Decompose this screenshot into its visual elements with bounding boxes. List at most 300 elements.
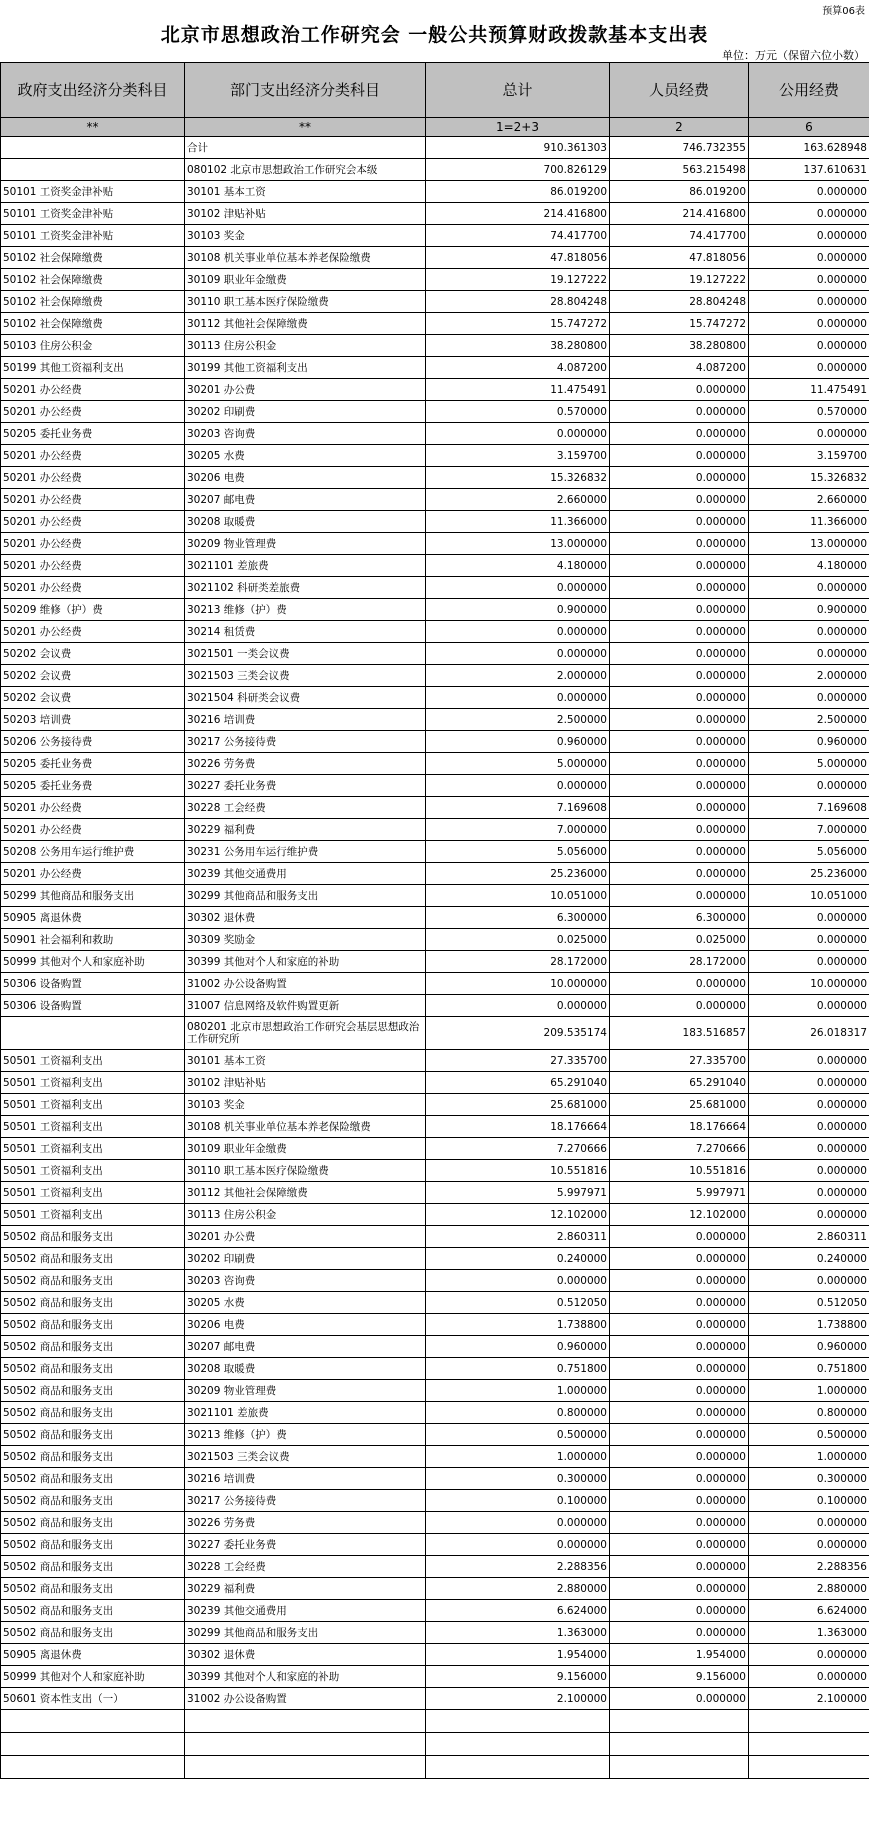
gov-econ-class-cell: 50501 工资福利支出 bbox=[1, 1182, 185, 1204]
dept-econ-class-cell: 30201 办公费 bbox=[185, 379, 426, 401]
header-cell: 政府支出经济分类科目 bbox=[1, 63, 185, 118]
gov-econ-class-cell: 50999 其他对个人和家庭补助 bbox=[1, 951, 185, 973]
total-cell: 2.100000 bbox=[426, 1688, 610, 1710]
dept-econ-class-cell: 30399 其他对个人和家庭的补助 bbox=[185, 951, 426, 973]
dept-econ-class-cell: 30202 印刷费 bbox=[185, 1248, 426, 1270]
personnel-cell: 7.270666 bbox=[610, 1138, 749, 1160]
personnel-cell: 18.176664 bbox=[610, 1116, 749, 1138]
personnel-cell: 0.000000 bbox=[610, 1578, 749, 1600]
total-cell: 38.280800 bbox=[426, 335, 610, 357]
dept-econ-class-cell: 3021503 三类会议费 bbox=[185, 1446, 426, 1468]
public-cell: 0.000000 bbox=[749, 1666, 869, 1688]
dept-econ-class-cell: 30226 劳务费 bbox=[185, 1512, 426, 1534]
dept-econ-class-cell: 30103 奖金 bbox=[185, 225, 426, 247]
total-cell: 4.087200 bbox=[426, 357, 610, 379]
table-row bbox=[1, 1094, 869, 1116]
dept-econ-class-cell: 30108 机关事业单位基本养老保险缴费 bbox=[185, 1116, 426, 1138]
dept-econ-class-cell: 30109 职业年金缴费 bbox=[185, 269, 426, 291]
table-row bbox=[1, 1446, 869, 1468]
table-row bbox=[1, 1204, 869, 1226]
personnel-cell: 38.280800 bbox=[610, 335, 749, 357]
table-row bbox=[1, 665, 869, 687]
personnel-cell: 0.000000 bbox=[610, 621, 749, 643]
personnel-cell: 0.000000 bbox=[610, 863, 749, 885]
public-cell: 0.100000 bbox=[749, 1490, 869, 1512]
unit-label: 单位：万元（保留六位小数） bbox=[722, 49, 865, 62]
gov-econ-class-cell: 50502 商品和服务支出 bbox=[1, 1292, 185, 1314]
personnel-cell: 0.000000 bbox=[610, 577, 749, 599]
total-cell: 3.159700 bbox=[426, 445, 610, 467]
header-cell: 部门支出经济分类科目 bbox=[185, 63, 426, 118]
header-cell: 人员经费 bbox=[610, 63, 749, 118]
personnel-cell: 0.000000 bbox=[610, 1424, 749, 1446]
dept-econ-class-cell: 3021101 差旅费 bbox=[185, 1402, 426, 1424]
table-row bbox=[1, 577, 869, 599]
table-row bbox=[1, 225, 869, 247]
table-row bbox=[1, 1622, 869, 1644]
total-cell: 1.000000 bbox=[426, 1446, 610, 1468]
total-cell: 0.960000 bbox=[426, 1336, 610, 1358]
table-row bbox=[1, 1017, 869, 1050]
gov-econ-class-cell: 50201 办公经费 bbox=[1, 533, 185, 555]
subheader-cell: ** bbox=[1, 118, 185, 137]
public-cell: 0.500000 bbox=[749, 1424, 869, 1446]
dept-econ-class-cell: 30101 基本工资 bbox=[185, 1050, 426, 1072]
personnel-cell: 0.000000 bbox=[610, 687, 749, 709]
table-row bbox=[1, 423, 869, 445]
table-row bbox=[1, 291, 869, 313]
dept-econ-class-cell: 30205 水费 bbox=[185, 445, 426, 467]
dept-econ-class-cell: 30206 电费 bbox=[185, 1314, 426, 1336]
public-cell: 0.000000 bbox=[749, 269, 869, 291]
dept-econ-class-cell: 30214 租赁费 bbox=[185, 621, 426, 643]
gov-econ-class-cell: 50205 委托业务费 bbox=[1, 775, 185, 797]
personnel-cell: 0.000000 bbox=[610, 775, 749, 797]
total-cell: 86.019200 bbox=[426, 181, 610, 203]
dept-econ-class-cell: 30101 基本工资 bbox=[185, 181, 426, 203]
total-cell: 0.000000 bbox=[426, 577, 610, 599]
public-cell: 0.000000 bbox=[749, 203, 869, 225]
public-cell: 5.056000 bbox=[749, 841, 869, 863]
public-cell: 3.159700 bbox=[749, 445, 869, 467]
public-cell: 0.000000 bbox=[749, 621, 869, 643]
table-row bbox=[1, 1358, 869, 1380]
personnel-cell: 0.000000 bbox=[610, 841, 749, 863]
total-cell bbox=[426, 1756, 610, 1779]
table-row bbox=[1, 973, 869, 995]
gov-econ-class-cell: 50502 商品和服务支出 bbox=[1, 1490, 185, 1512]
personnel-cell: 65.291040 bbox=[610, 1072, 749, 1094]
personnel-cell: 0.000000 bbox=[610, 1622, 749, 1644]
total-cell: 0.000000 bbox=[426, 423, 610, 445]
personnel-cell: 0.000000 bbox=[610, 1248, 749, 1270]
public-cell: 2.860311 bbox=[749, 1226, 869, 1248]
dept-econ-class-cell: 30216 培训费 bbox=[185, 1468, 426, 1490]
subheader-cell: ** bbox=[185, 118, 426, 137]
dept-econ-class-cell: 080102 北京市思想政治工作研究会本级 bbox=[185, 159, 426, 181]
gov-econ-class-cell: 50502 商品和服务支出 bbox=[1, 1468, 185, 1490]
total-cell: 0.000000 bbox=[426, 621, 610, 643]
total-cell: 2.000000 bbox=[426, 665, 610, 687]
public-cell: 0.751800 bbox=[749, 1358, 869, 1380]
total-cell: 0.000000 bbox=[426, 1534, 610, 1556]
dept-econ-class-cell: 30199 其他工资福利支出 bbox=[185, 357, 426, 379]
total-cell: 10.051000 bbox=[426, 885, 610, 907]
table-row bbox=[1, 269, 869, 291]
personnel-cell: 0.000000 bbox=[610, 995, 749, 1017]
public-cell: 0.000000 bbox=[749, 1116, 869, 1138]
total-cell: 28.172000 bbox=[426, 951, 610, 973]
table-row bbox=[1, 1292, 869, 1314]
table-row bbox=[1, 1226, 869, 1248]
total-cell: 2.860311 bbox=[426, 1226, 610, 1248]
total-cell: 0.751800 bbox=[426, 1358, 610, 1380]
personnel-cell: 0.000000 bbox=[610, 555, 749, 577]
total-cell: 7.270666 bbox=[426, 1138, 610, 1160]
public-cell: 1.738800 bbox=[749, 1314, 869, 1336]
personnel-cell: 0.000000 bbox=[610, 1512, 749, 1534]
dept-econ-class-cell: 30231 公务用车运行维护费 bbox=[185, 841, 426, 863]
personnel-cell: 183.516857 bbox=[610, 1017, 749, 1050]
public-cell: 163.628948 bbox=[749, 137, 869, 159]
public-cell: 0.000000 bbox=[749, 929, 869, 951]
gov-econ-class-cell: 50502 商品和服务支出 bbox=[1, 1270, 185, 1292]
gov-econ-class-cell: 50101 工资奖金津补贴 bbox=[1, 203, 185, 225]
gov-econ-class-cell: 50502 商品和服务支出 bbox=[1, 1534, 185, 1556]
dept-econ-class-cell bbox=[185, 1733, 426, 1756]
personnel-cell: 4.087200 bbox=[610, 357, 749, 379]
total-cell: 5.056000 bbox=[426, 841, 610, 863]
dept-econ-class-cell: 30228 工会经费 bbox=[185, 797, 426, 819]
public-cell: 10.000000 bbox=[749, 973, 869, 995]
table-row bbox=[1, 599, 869, 621]
dept-econ-class-cell: 30217 公务接待费 bbox=[185, 1490, 426, 1512]
personnel-cell: 0.000000 bbox=[610, 1358, 749, 1380]
gov-econ-class-cell bbox=[1, 159, 185, 181]
total-cell: 15.326832 bbox=[426, 467, 610, 489]
table-row bbox=[1, 907, 869, 929]
personnel-cell: 1.954000 bbox=[610, 1644, 749, 1666]
public-cell bbox=[749, 1733, 869, 1756]
total-cell: 1.000000 bbox=[426, 1380, 610, 1402]
gov-econ-class-cell: 50501 工资福利支出 bbox=[1, 1050, 185, 1072]
table-row bbox=[1, 1380, 869, 1402]
total-cell: 12.102000 bbox=[426, 1204, 610, 1226]
dept-econ-class-cell: 30228 工会经费 bbox=[185, 1556, 426, 1578]
gov-econ-class-cell: 50199 其他工资福利支出 bbox=[1, 357, 185, 379]
personnel-cell: 0.000000 bbox=[610, 643, 749, 665]
personnel-cell: 0.000000 bbox=[610, 401, 749, 423]
dept-econ-class-cell: 30203 咨询费 bbox=[185, 423, 426, 445]
gov-econ-class-cell bbox=[1, 137, 185, 159]
gov-econ-class-cell: 50502 商品和服务支出 bbox=[1, 1424, 185, 1446]
dept-econ-class-cell: 30112 其他社会保障缴费 bbox=[185, 1182, 426, 1204]
dept-econ-class-cell: 30239 其他交通费用 bbox=[185, 863, 426, 885]
dept-econ-class-cell: 30299 其他商品和服务支出 bbox=[185, 885, 426, 907]
dept-econ-class-cell: 30202 印刷费 bbox=[185, 401, 426, 423]
public-cell: 0.000000 bbox=[749, 357, 869, 379]
gov-econ-class-cell bbox=[1, 1017, 185, 1050]
dept-econ-class-cell: 30201 办公费 bbox=[185, 1226, 426, 1248]
personnel-cell: 0.000000 bbox=[610, 467, 749, 489]
public-cell: 2.500000 bbox=[749, 709, 869, 731]
gov-econ-class-cell: 50306 设备购置 bbox=[1, 995, 185, 1017]
public-cell: 0.000000 bbox=[749, 1182, 869, 1204]
total-cell: 6.300000 bbox=[426, 907, 610, 929]
gov-econ-class-cell: 50502 商品和服务支出 bbox=[1, 1314, 185, 1336]
personnel-cell: 6.300000 bbox=[610, 907, 749, 929]
total-cell: 5.000000 bbox=[426, 753, 610, 775]
table-row bbox=[1, 775, 869, 797]
personnel-cell: 0.000000 bbox=[610, 797, 749, 819]
public-cell: 2.880000 bbox=[749, 1578, 869, 1600]
total-cell: 0.000000 bbox=[426, 1270, 610, 1292]
personnel-cell: 0.000000 bbox=[610, 885, 749, 907]
subheader-row bbox=[1, 118, 869, 137]
table-row bbox=[1, 1600, 869, 1622]
public-cell: 0.000000 bbox=[749, 1094, 869, 1116]
gov-econ-class-cell: 50502 商品和服务支出 bbox=[1, 1380, 185, 1402]
table-row bbox=[1, 687, 869, 709]
personnel-cell: 15.747272 bbox=[610, 313, 749, 335]
personnel-cell: 0.000000 bbox=[610, 511, 749, 533]
gov-econ-class-cell: 50205 委托业务费 bbox=[1, 423, 185, 445]
total-cell: 0.800000 bbox=[426, 1402, 610, 1424]
gov-econ-class-cell: 50502 商品和服务支出 bbox=[1, 1358, 185, 1380]
total-cell: 7.000000 bbox=[426, 819, 610, 841]
gov-econ-class-cell: 50202 会议费 bbox=[1, 643, 185, 665]
total-cell: 0.100000 bbox=[426, 1490, 610, 1512]
table-row bbox=[1, 1733, 869, 1756]
table-row bbox=[1, 1050, 869, 1072]
gov-econ-class-cell: 50901 社会福利和救助 bbox=[1, 929, 185, 951]
gov-econ-class-cell bbox=[1, 1733, 185, 1756]
total-cell: 65.291040 bbox=[426, 1072, 610, 1094]
gov-econ-class-cell: 50905 离退休费 bbox=[1, 907, 185, 929]
public-cell: 2.000000 bbox=[749, 665, 869, 687]
dept-econ-class-cell: 30109 职业年金缴费 bbox=[185, 1138, 426, 1160]
dept-econ-class-cell: 30207 邮电费 bbox=[185, 489, 426, 511]
personnel-cell: 9.156000 bbox=[610, 1666, 749, 1688]
table-row bbox=[1, 731, 869, 753]
public-cell: 0.000000 bbox=[749, 907, 869, 929]
table-row bbox=[1, 819, 869, 841]
gov-econ-class-cell: 50502 商品和服务支出 bbox=[1, 1512, 185, 1534]
public-cell: 1.000000 bbox=[749, 1380, 869, 1402]
gov-econ-class-cell: 50103 住房公积金 bbox=[1, 335, 185, 357]
gov-econ-class-cell: 50201 办公经费 bbox=[1, 621, 185, 643]
personnel-cell: 0.000000 bbox=[610, 599, 749, 621]
gov-econ-class-cell: 50101 工资奖金津补贴 bbox=[1, 225, 185, 247]
dept-econ-class-cell: 30102 津贴补贴 bbox=[185, 1072, 426, 1094]
dept-econ-class-cell: 30205 水费 bbox=[185, 1292, 426, 1314]
public-cell: 0.000000 bbox=[749, 247, 869, 269]
total-cell: 9.156000 bbox=[426, 1666, 610, 1688]
header-row bbox=[1, 63, 869, 118]
table-row bbox=[1, 1644, 869, 1666]
public-cell: 0.570000 bbox=[749, 401, 869, 423]
table-row bbox=[1, 1424, 869, 1446]
table-row bbox=[1, 1688, 869, 1710]
gov-econ-class-cell: 50299 其他商品和服务支出 bbox=[1, 885, 185, 907]
total-cell: 27.335700 bbox=[426, 1050, 610, 1072]
gov-econ-class-cell: 50502 商品和服务支出 bbox=[1, 1622, 185, 1644]
total-cell: 1.954000 bbox=[426, 1644, 610, 1666]
personnel-cell: 0.000000 bbox=[610, 1314, 749, 1336]
total-cell: 13.000000 bbox=[426, 533, 610, 555]
total-cell: 10.000000 bbox=[426, 973, 610, 995]
total-cell: 2.288356 bbox=[426, 1556, 610, 1578]
total-cell: 11.475491 bbox=[426, 379, 610, 401]
dept-econ-class-cell: 31002 办公设备购置 bbox=[185, 973, 426, 995]
table-row bbox=[1, 1248, 869, 1270]
public-cell: 2.660000 bbox=[749, 489, 869, 511]
table-row bbox=[1, 159, 869, 181]
total-cell: 0.960000 bbox=[426, 731, 610, 753]
public-cell: 0.900000 bbox=[749, 599, 869, 621]
total-cell: 0.000000 bbox=[426, 643, 610, 665]
total-cell: 0.512050 bbox=[426, 1292, 610, 1314]
gov-econ-class-cell: 50206 公务接待费 bbox=[1, 731, 185, 753]
public-cell: 0.000000 bbox=[749, 1534, 869, 1556]
dept-econ-class-cell: 080201 北京市思想政治工作研究会基层思想政治工作研究所 bbox=[185, 1017, 426, 1050]
gov-econ-class-cell: 50102 社会保障缴费 bbox=[1, 291, 185, 313]
gov-econ-class-cell: 50501 工资福利支出 bbox=[1, 1094, 185, 1116]
gov-econ-class-cell: 50502 商品和服务支出 bbox=[1, 1556, 185, 1578]
table-row bbox=[1, 445, 869, 467]
total-cell: 2.660000 bbox=[426, 489, 610, 511]
public-cell: 0.000000 bbox=[749, 291, 869, 313]
gov-econ-class-cell: 50201 办公经费 bbox=[1, 401, 185, 423]
dept-econ-class-cell: 30227 委托业务费 bbox=[185, 775, 426, 797]
gov-econ-class-cell: 50201 办公经费 bbox=[1, 863, 185, 885]
table-row bbox=[1, 1756, 869, 1779]
table-row bbox=[1, 1072, 869, 1094]
personnel-cell: 0.000000 bbox=[610, 1468, 749, 1490]
total-cell bbox=[426, 1733, 610, 1756]
dept-econ-class-cell: 30209 物业管理费 bbox=[185, 533, 426, 555]
total-cell: 6.624000 bbox=[426, 1600, 610, 1622]
table-row bbox=[1, 1490, 869, 1512]
gov-econ-class-cell: 50502 商品和服务支出 bbox=[1, 1248, 185, 1270]
total-cell: 214.416800 bbox=[426, 203, 610, 225]
total-cell: 2.880000 bbox=[426, 1578, 610, 1600]
total-cell: 19.127222 bbox=[426, 269, 610, 291]
table-row bbox=[1, 203, 869, 225]
table-row bbox=[1, 1578, 869, 1600]
table-row bbox=[1, 929, 869, 951]
expenditure-table bbox=[0, 62, 869, 1779]
table-row bbox=[1, 1556, 869, 1578]
total-cell: 7.169608 bbox=[426, 797, 610, 819]
public-cell: 10.051000 bbox=[749, 885, 869, 907]
gov-econ-class-cell: 50502 商品和服务支出 bbox=[1, 1578, 185, 1600]
gov-econ-class-cell: 50201 办公经费 bbox=[1, 379, 185, 401]
public-cell: 5.000000 bbox=[749, 753, 869, 775]
personnel-cell: 12.102000 bbox=[610, 1204, 749, 1226]
table-row bbox=[1, 1336, 869, 1358]
public-cell: 0.960000 bbox=[749, 1336, 869, 1358]
subheader-cell: 6 bbox=[749, 118, 869, 137]
table-row bbox=[1, 401, 869, 423]
table-row bbox=[1, 709, 869, 731]
gov-econ-class-cell: 50201 办公经费 bbox=[1, 467, 185, 489]
gov-econ-class-cell: 50102 社会保障缴费 bbox=[1, 313, 185, 335]
public-cell: 0.300000 bbox=[749, 1468, 869, 1490]
dept-econ-class-cell: 30206 电费 bbox=[185, 467, 426, 489]
public-cell: 0.000000 bbox=[749, 313, 869, 335]
total-cell: 0.300000 bbox=[426, 1468, 610, 1490]
total-cell: 1.363000 bbox=[426, 1622, 610, 1644]
public-cell: 26.018317 bbox=[749, 1017, 869, 1050]
table-row bbox=[1, 555, 869, 577]
personnel-cell: 19.127222 bbox=[610, 269, 749, 291]
public-cell: 0.000000 bbox=[749, 181, 869, 203]
public-cell: 11.366000 bbox=[749, 511, 869, 533]
public-cell: 2.288356 bbox=[749, 1556, 869, 1578]
dept-econ-class-cell: 30108 机关事业单位基本养老保险缴费 bbox=[185, 247, 426, 269]
total-cell: 0.025000 bbox=[426, 929, 610, 951]
public-cell: 7.169608 bbox=[749, 797, 869, 819]
total-cell: 0.000000 bbox=[426, 775, 610, 797]
public-cell: 13.000000 bbox=[749, 533, 869, 555]
total-cell: 10.551816 bbox=[426, 1160, 610, 1182]
public-cell: 0.000000 bbox=[749, 423, 869, 445]
header-cell: 公用经费 bbox=[749, 63, 869, 118]
total-cell: 2.500000 bbox=[426, 709, 610, 731]
table-row bbox=[1, 1710, 869, 1733]
total-cell: 18.176664 bbox=[426, 1116, 610, 1138]
table-row bbox=[1, 1270, 869, 1292]
public-cell: 2.100000 bbox=[749, 1688, 869, 1710]
dept-econ-class-cell: 30226 劳务费 bbox=[185, 753, 426, 775]
table-row bbox=[1, 1402, 869, 1424]
personnel-cell: 0.000000 bbox=[610, 533, 749, 555]
gov-econ-class-cell: 50502 商品和服务支出 bbox=[1, 1226, 185, 1248]
total-cell: 0.000000 bbox=[426, 1512, 610, 1534]
public-cell: 0.000000 bbox=[749, 577, 869, 599]
gov-econ-class-cell bbox=[1, 1710, 185, 1733]
personnel-cell: 28.804248 bbox=[610, 291, 749, 313]
total-cell: 0.240000 bbox=[426, 1248, 610, 1270]
personnel-cell: 0.000000 bbox=[610, 1556, 749, 1578]
total-cell: 25.681000 bbox=[426, 1094, 610, 1116]
public-cell: 0.240000 bbox=[749, 1248, 869, 1270]
public-cell: 0.000000 bbox=[749, 225, 869, 247]
dept-econ-class-cell: 30110 职工基本医疗保险缴费 bbox=[185, 1160, 426, 1182]
dept-econ-class-cell: 30227 委托业务费 bbox=[185, 1534, 426, 1556]
table-row bbox=[1, 1512, 869, 1534]
total-cell: 74.417700 bbox=[426, 225, 610, 247]
form-tag: 预算06表 bbox=[822, 6, 865, 17]
dept-econ-class-cell: 30207 邮电费 bbox=[185, 1336, 426, 1358]
table-row bbox=[1, 1534, 869, 1556]
gov-econ-class-cell: 50203 培训费 bbox=[1, 709, 185, 731]
total-cell: 0.900000 bbox=[426, 599, 610, 621]
dept-econ-class-cell: 30208 取暖费 bbox=[185, 511, 426, 533]
dept-econ-class-cell: 3021504 科研类会议费 bbox=[185, 687, 426, 709]
personnel-cell: 563.215498 bbox=[610, 159, 749, 181]
gov-econ-class-cell: 50201 办公经费 bbox=[1, 819, 185, 841]
personnel-cell: 28.172000 bbox=[610, 951, 749, 973]
dept-econ-class-cell: 31007 信息网络及软件购置更新 bbox=[185, 995, 426, 1017]
public-cell: 0.000000 bbox=[749, 1512, 869, 1534]
public-cell: 0.960000 bbox=[749, 731, 869, 753]
dept-econ-class-cell: 30213 维修（护）费 bbox=[185, 599, 426, 621]
public-cell: 0.000000 bbox=[749, 687, 869, 709]
public-cell bbox=[749, 1756, 869, 1779]
dept-econ-class-cell: 30302 退休费 bbox=[185, 1644, 426, 1666]
